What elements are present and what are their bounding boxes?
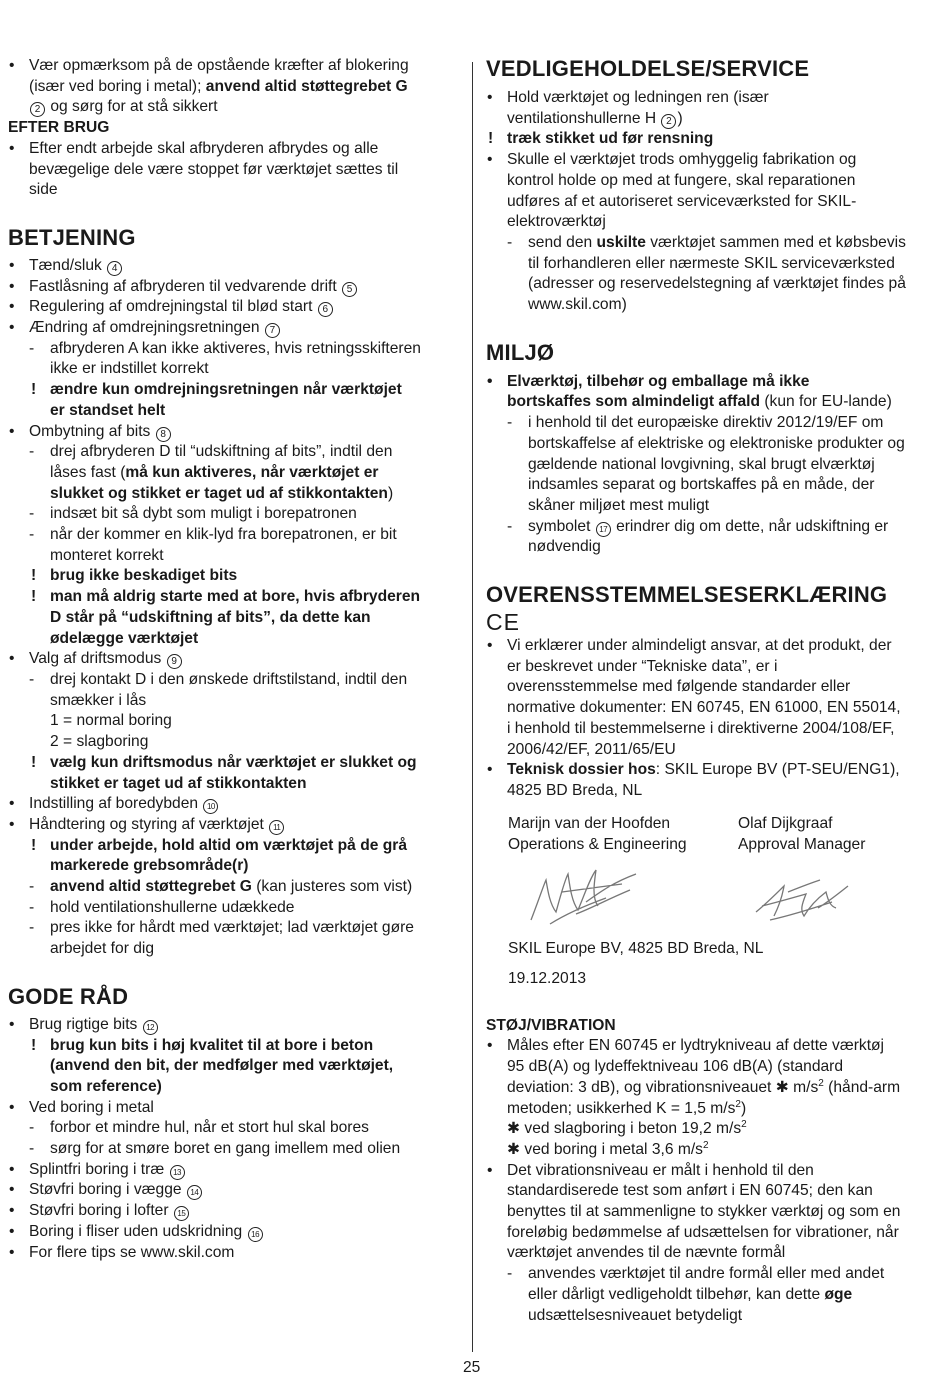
sub-item: - anvendes værktøjet til andre formål eller med andet [507,1265,885,1283]
list-item: • Splintfri boring i træ 13 [8,1160,460,1181]
sub-item-cont: slukket og stikket er taget ud af stikkontakten) [50,484,394,502]
warning-item: ! brug kun bits i høj kvalitet til at bore i beton [31,1036,374,1054]
page-number: 25 [463,1359,481,1376]
list-item: • Måles efter EN 60745 er lydtrykniveau af dette værktøj [487,1037,885,1055]
company-address: SKIL Europe BV, 4825 BD Breda, NL [508,939,764,957]
subheading-stoj-vibration: STØJ/VIBRATION [486,1016,616,1034]
sub-item-cont: (adresser og reservedelstegning af værktøjet findes på [528,275,906,293]
warning-item: ! vælg kun driftsmodus når værktøjet er slukket og [31,753,417,771]
sub-item: - hold ventilationshullerne udækkede [29,898,295,916]
ce-mark: CE [486,609,520,636]
signatory-2-title: Approval Manager [738,835,866,853]
list-item: • Håndtering og styring af værktøjet 11 [8,815,460,836]
list-item-cont: overensstemmelse med følgende standarder eller [507,678,851,696]
heading-betjening: BETJENING [8,224,136,250]
left-column [8,56,460,1263]
list-item: • Brug rigtige bits 12 [8,1015,460,1036]
warning-item-cont: som reference) [50,1077,162,1095]
sub-item-cont: eller dårligt vedligeholdt tilbehør, kan dette øge [528,1285,853,1303]
sub-item: - symbolet 17 erindrer dig om dette, når udskiftning er [507,517,889,535]
list-item-cont: værktøjet anvendes til de nævnte formål [507,1244,786,1262]
sub-item: - når der kommer en klik-lyd fra borepatronen, er bit [29,526,397,544]
warning-item-cont: ødelægge værktøjet [50,629,199,647]
sub-item: - send den uskilte værktøjet sammen med et købsbevis [507,233,906,251]
list-item: • Ombytning af bits 8 [8,422,460,443]
warning-item: ! man må aldrig starte med at bore, hvis afbryderen [31,588,421,606]
sub-item-cont: til forhandleren eller nærmeste SKIL serviceværksted [528,254,895,272]
list-item-cont: udføres af et autoriseret serviceværksted for SKIL- [507,192,857,210]
list-item-cont: benyttes til at sammenligne to stykker værktøj og som en [507,1203,901,1221]
sub-item: - sørg for at smøre boret en gang imellem med olien [29,1140,401,1158]
list-item: • Ændring af omdrejningsretningen 7 [8,318,460,339]
warning-item: ! under arbejde, hold altid om værktøjet på de grå [31,836,407,854]
list-item-cont: elektroværktøj [507,213,606,231]
list-item-cont: ✱ ved slagboring i beton 19,2 $m/s^2$ [507,1119,747,1138]
list-item-cont: ventilationshullerne H 2 ) [507,109,683,127]
list-item: • Hold værktøjet og ledningen ren (især [487,89,769,106]
list-item: • Vi erklærer under almindeligt ansvar, at det produkt, der [487,637,892,655]
sub-item-cont: www.skil.com) [528,296,627,314]
list-item-cont: side [29,181,58,199]
sub-item: - drej afbryderen D til “udskiftning af bits”, indtil den [29,443,393,461]
sub-item-cont: arbejdet for dig [50,940,155,958]
list-item: • Indstilling af boredybden 10 [8,794,460,815]
heading-overensstemmelse: OVERENSSTEMMELSESERKLÆRING [486,582,888,608]
list-item: • Tænd/sluk 4 [8,256,460,277]
list-item: • Valg af driftsmodus 9 [8,649,460,670]
list-item: • Skulle el værktøjet trods omhyggelig fabrikation og [487,151,857,169]
signatory-1-title: Operations & Engineering [508,835,687,853]
sub-item: - drej kontakt D i den ønskede driftstilstand, indtil den [29,670,408,688]
list-item-cont: er beskrevet under “Tekniske data”, er i [507,657,778,675]
list-item: • Det vibrationsniveau er målt i henhold til den [487,1161,814,1179]
warning-item-cont: stikket er taget ud af stikkontakten [50,774,307,792]
warning-item-cont: (anvend den bit, der medfølger med værktøjet, [50,1057,394,1075]
warning-item: ! træk stikket ud før rensning [488,130,714,148]
warning-item: ! ændre kun omdrejningsretningen når værktøjet [31,381,402,399]
list-item: • For flere tips se www.skil.com [9,1243,235,1261]
list-item-cont: 95 dB(A) og lydeffektniveau 106 dB(A) (standard [507,1058,844,1076]
list-item-cont: kontrol holde op med at fungere, skal reparationen [507,171,856,189]
list-item-cont: deviation: 3 dB), og vibrationsniveauet ✱ $m/s^2$ (hånd-arm [507,1077,901,1096]
list-item-cont: (især ved boring i metal); anvend altid støttegrebet G [29,77,408,95]
list-item: • Elværktøj, tilbehør og emballage må ikke [487,372,810,390]
list-item: • Teknisk dossier hos: SKIL Europe BV (PT-SEU/ENG1), [487,761,900,779]
list-item: • Støvfri boring i vægge 14 [8,1180,460,1201]
sub-item: - anvend altid støttegrebet G (kan justeres som vist) [29,878,413,896]
sub-item-cont: bortskaffelse af elektriske og elektroniske produkter og [528,434,905,452]
list-item-cont: bevægelige dele være stoppet før værktøjet sættes til [29,160,399,178]
sub-item-cont: gældende national lovgivning, skal brugt elværktøj [528,455,875,473]
heading-miljo: MILJØ [486,339,555,365]
sub-item-cont: udsættelsesniveauet betydeligt [528,1306,743,1324]
warning-item-cont: markerede grebsområde(r) [50,857,249,875]
list-item-cont: foreløbig bedømmelse af udsættelsen for vibrationer, når [507,1223,899,1241]
sub-item-cont: indsamles separat og bortskaffes på en måde, der [528,476,875,494]
list-item: • Ved boring i metal [9,1098,154,1116]
signature-block [486,814,936,1014]
sub-item-cont: skåner miljøet mest muligt [528,496,710,514]
signature-2-image [748,872,858,927]
declaration-date: 19.12.2013 [508,969,587,987]
sub-item-cont: nødvendig [528,538,601,556]
sub-item: - forbor et mindre hul, når et stort hul skal bores [29,1119,369,1137]
list-item-cont: ✱ ved boring i metal 3,6 $m/s^2$ [507,1139,709,1158]
list-item: • Boring i fliser uden udskridning 16 [8,1222,460,1243]
sub-item-cont: smækker i lås [50,691,147,709]
subheading-efter-brug: EFTER BRUG [8,119,110,137]
sub-item-cont: 1 = normal boring [50,712,172,730]
sub-item: - indsæt bit så dybt som muligt i borepatronen [29,505,357,523]
signature-1-image [526,862,646,932]
list-item: • Vær opmærksom på de opstående kræfter af blokering [9,57,409,74]
list-item-cont: 2 og sørg for at stå sikkert [8,97,460,118]
warning-item: ! brug ikke beskadiget bits [31,567,238,585]
list-item: • Efter endt arbejde skal afbryderen afbrydes og alle [9,139,379,157]
list-item: • Støvfri boring i lofter 15 [8,1201,460,1222]
signatory-1-name: Marijn van der Hoofden [508,814,671,832]
right-column [486,56,936,1326]
list-item-cont: standardiserede test som anført i EN 60745; den kan [507,1182,873,1200]
list-item-cont: 2006/42/EF, 2011/65/EU [507,740,676,758]
list-item-cont: bortskaffes som almindeligt affald (kun for EU-lande) [507,393,892,411]
list-item: • Regulering af omdrejningstal til blød start 6 [8,297,460,318]
signatory-2-name: Olaf Dijkgraaf [738,814,833,832]
heading-vedligeholdelse: VEDLIGEHOLDELSE/SERVICE [486,56,810,81]
sub-item-cont: 2 = slagboring [50,733,149,751]
sub-item: - pres ikke for hårdt med værktøjet; lad værktøjet gøre [29,919,414,937]
sub-item-cont: ikke er indstillet korrekt [50,360,209,378]
list-item: • Fastlåsning af afbryderen til vedvarende drift 5 [8,277,460,298]
warning-item-cont: er standset helt [50,401,166,419]
list-item-cont: i henhold til bestemmelserne i direktiverne 2004/108/EF, [507,719,895,737]
list-item-cont: metoden; usikkerhed K = 1,5 $m/s^2$) [507,1098,747,1117]
list-item-cont: 4825 BD Breda, NL [507,781,643,799]
sub-item: - i henhold til det europæiske direktiv 2012/19/EF om [507,414,884,432]
warning-item-cont: D står på “udskiftning af bits”, da dette kan [50,608,371,626]
sub-item-cont: monteret korrekt [50,546,164,564]
sub-item-cont: låses fast (må kun aktiveres, når værktøjet er [50,463,379,481]
column-divider [472,62,473,1352]
heading-gode-raad: GODE RÅD [8,983,129,1009]
sub-item: - afbryderen A kan ikke aktiveres, hvis retningsskifteren [29,339,421,357]
list-item-cont: normative dokumenter: EN 60745, EN 61000, EN 55014, [507,699,901,717]
